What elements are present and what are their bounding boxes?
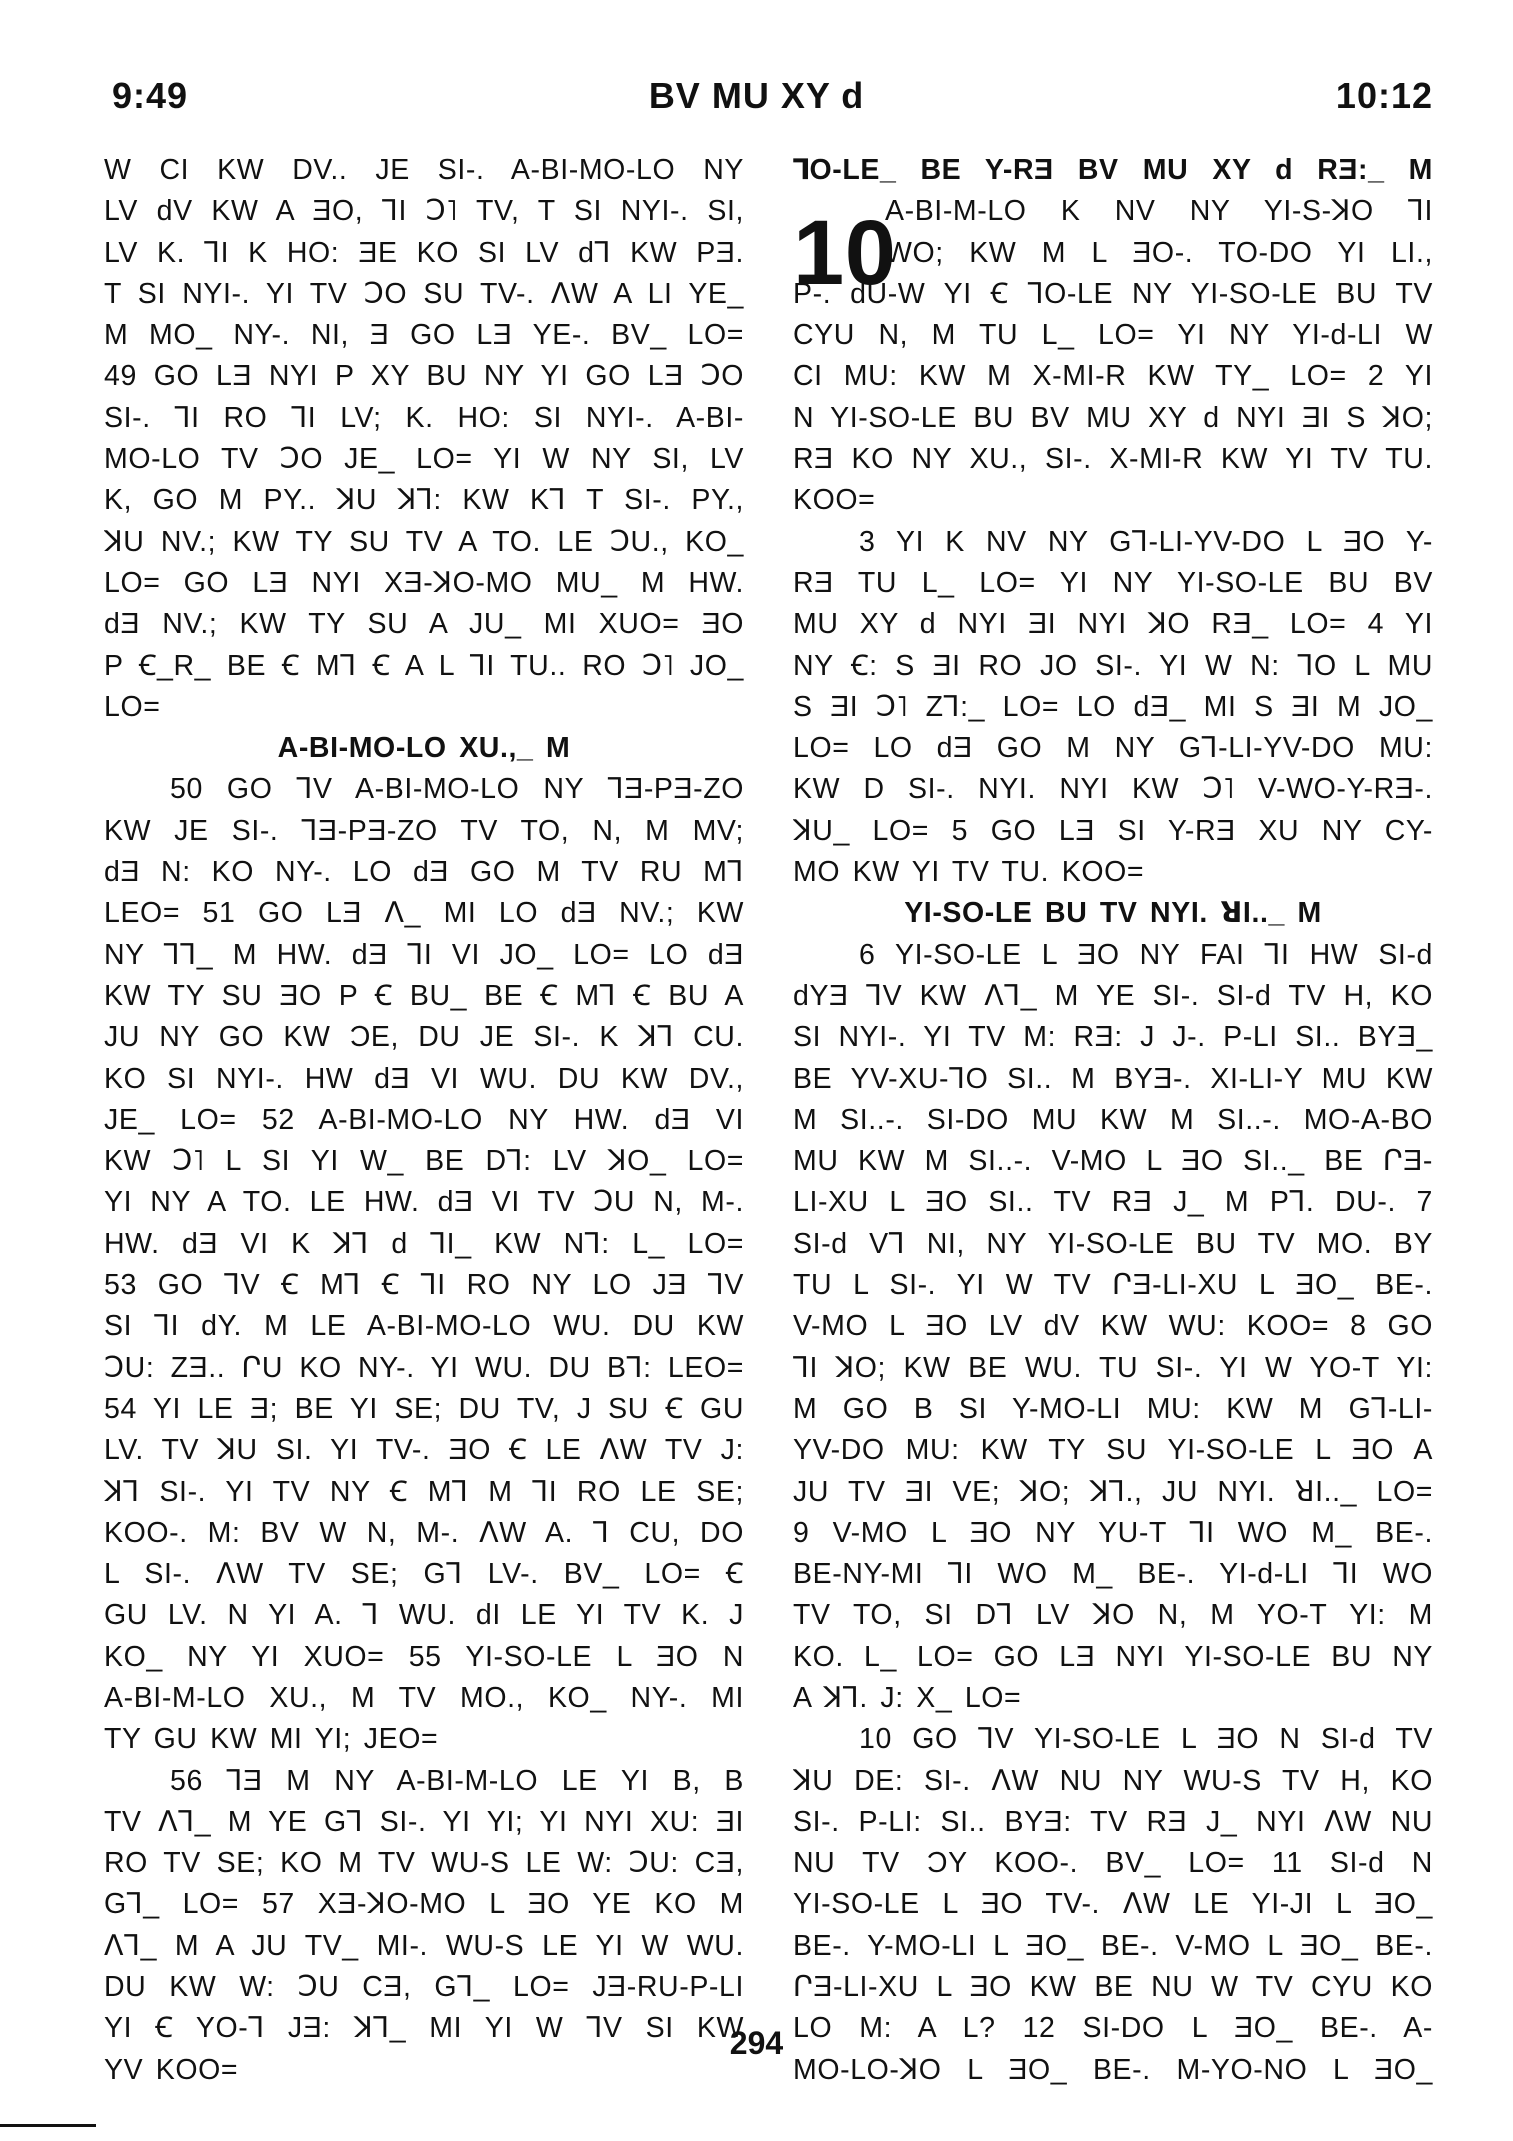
text-line: RO TV SE; KO M TV WU-S LE W: ↃU: CƎ, (104, 1847, 744, 1880)
text-line: 56 ⅂Ǝ M NY A-BI-M-LO LE YI B, B (170, 1764, 744, 1797)
right-column (793, 150, 1433, 2091)
text-line: SI ⅂I dY. M LE A-BI-MO-LO WU. DU KW (104, 1310, 744, 1343)
page-number: 294 (729, 2025, 784, 2061)
text-line: KW D SI-. NYI. NYI KW Ↄ˥ V-WO-Y-RƎ-. (793, 773, 1433, 806)
header-right-verse-ref: 10:12 (1335, 75, 1433, 116)
text-line: NU TV ƆY KOO-. BV_ LO= 11 SI-d N (793, 1847, 1433, 1880)
text-line: BE-NY-MI ⅂I WO M_ BE-. YI-d-LI ⅂I WO (793, 1558, 1433, 1591)
text-line: CYU N, M TU L_ LO= YI NY YI-d-LI W (793, 319, 1433, 352)
text-line: TV TO, SI D⅂ LV ꓘO N, M YO-T YI: M (793, 1599, 1433, 1632)
text-line: M MO_ NY-. NI, Ǝ GO LƎ YE-. BV_ LO= (104, 319, 744, 352)
text-line: GU LV. N YI A. ⅂ WU. dI LE YI TV K. J (104, 1599, 744, 1632)
text-line: ꓥ⅂_ M A JU TV_ MI-. WU-S LE YI W WU. (104, 1929, 744, 1962)
text-line: A-BI-M-LO XU., M TV MO., KO_ NY-. MI (104, 1681, 744, 1714)
text-line: LO= LO dƎ GO M NY G⅂-LI-YV-DO MU: (793, 732, 1433, 765)
text-line: 6 YI-SO-LE L ƎO NY FAI ⅂I HW SI-d (859, 938, 1433, 971)
text-line: SI-. P-LI: SI.. BYƎ: TV RƎ J_ NYI ꓥW NU (793, 1805, 1433, 1838)
text-line: CI MU: KW M X-MI-R KW TY_ LO= 2 YI (793, 360, 1433, 393)
text-line: SI-d V⅂ NI, NY YI-SO-LE BU TV MO. BY (793, 1227, 1433, 1260)
text-line: SI-. ⅂I RO ⅂I LV; K. HO: SI NYI-. A-BI- (104, 401, 744, 434)
section-heading: A-BI-MO-LO XU.,_ M (277, 732, 571, 765)
text-line: TV ꓥ⅂_ M YE G⅂ SI-. YI YI; YI NYI XU: ƎI (104, 1805, 744, 1838)
text-line: 10 GO ⅂V YI-SO-LE L ƎO N SI-d TV (859, 1723, 1433, 1756)
text-line: A ꓘ⅂. J: X_ LO= (793, 1681, 1022, 1714)
text-line: LO M: A L? 12 SI-DO L ƎO_ BE-. A- (793, 2012, 1433, 2045)
text-line: NY ⅂⅂_ M HW. dƎ ⅂I VI JO_ LO= LO dƎ (104, 938, 744, 971)
text-line: KOO-. M: BV W N, M-. ꓥW A. ⅂ CU, DO (104, 1516, 744, 1549)
text-line: LV K. ⅂I K HO: ƎE KO SI LV d⅂ KW PƎ. (104, 236, 744, 269)
text-line: YI-SO-LE L ƎO TV-. ꓥW LE YI-JI L ƎO_ (793, 1888, 1433, 1921)
text-line: TY GU KW MI YI; JEO= (104, 1723, 439, 1756)
text-line: LI-XU L ƎO SI.. TV RƎ J_ M P⅂. DU-. 7 (793, 1186, 1433, 1219)
text-line: MO-LO TV ↃO JE_ LO= YI W NY SI, LV (104, 443, 744, 476)
text-line: SI NYI-. YI TV M: RƎ: J J-. P-LI SI.. BYƎ_ (793, 1021, 1433, 1054)
text-line: ↃU: ZƎ.. ՐU KO NY-. YI WU. DU B⅂: LEO= (104, 1351, 744, 1384)
text-line: P Ꞓ_R_ BE Ꞓ M⅂ Ꞓ A L ⅂I TU.. RO Ↄ˥ JO_ (104, 649, 744, 682)
text-line: KO. L_ LO= GO LƎ NYI YI-SO-LE BU NY (793, 1640, 1433, 1673)
text-line: 50 GO ⅂V A-BI-MO-LO NY ⅂Ǝ-PƎ-ZO (170, 773, 744, 806)
text-line: G⅂_ LO= 57 XƎ-ꓘO-MO L ƎO YE KO M (104, 1888, 744, 1921)
text-line: T SI NYI-. YI TV ↃO SU TV-. ꓥW A LI YE_ (104, 277, 744, 310)
text-line: TU L SI-. YI W TV ՐƎ-LI-XU L ƎO_ BE-. (793, 1269, 1433, 1302)
text-line: WO; KW M L ƎO-. TO-DO YI LI., (885, 236, 1433, 269)
text-line: RƎ TU L_ LO= YI NY YI-SO-LE BU BV (793, 566, 1433, 599)
text-line: DU KW W: ↃU CƎ, G⅂_ LO= JƎ-RU-P-LI (104, 1971, 744, 2004)
text-line: KW Ↄ˥ L SI YI W_ BE D⅂: LV ꓘO_ LO= (104, 1145, 744, 1178)
text-line: P-. dU-W YI Ꞓ ⅂O-LE NY YI-SO-LE BU TV (793, 277, 1433, 310)
text-line: ⅂I ꓘO; KW BE WU. TU SI-. YI W YO-T YI: (793, 1351, 1433, 1384)
text-line: ꓘU DE: SI-. ꓥW NU NY WU-S TV H, KO (793, 1764, 1433, 1797)
text-line: MO KW YI TV TU. KOO= (793, 856, 1145, 889)
text-line: W CI KW DV.. JE SI-. A-BI-MO-LO NY (104, 154, 744, 186)
text-line: dƎ N: KO NY-. LO dƎ GO M TV RU M⅂ (104, 856, 744, 889)
text-line: M GO B SI Y-MO-LI MU: KW M G⅂-LI- (793, 1392, 1433, 1425)
text-line: LV. TV ꓘU SI. YI TV-. ƎO Ꞓ LE ꓥW TV J: (104, 1434, 744, 1467)
text-line: dYƎ ⅂V KW ꓥ⅂_ M YE SI-. SI-d TV H, KO (793, 979, 1433, 1012)
text-line: LO= GO LƎ NYI XƎ-ꓘO-MO MU_ M HW. (104, 566, 744, 599)
footer-rule (0, 2124, 96, 2127)
text-line: 49 GO LƎ NYI P XY BU NY YI GO LƎ ↃO (104, 360, 744, 393)
text-line: KOO= (793, 484, 876, 517)
text-line: MO-LO-ꓘO L ƎO_ BE-. M-YO-NO L ƎO_ (793, 2053, 1433, 2086)
text-line: YV-DO MU: KW TY SU YI-SO-LE L ƎO A (793, 1434, 1433, 1467)
text-line: KW TY SU ƎO P Ꞓ BU_ BE Ꞓ M⅂ Ꞓ BU A (104, 979, 744, 1012)
left-column (104, 150, 744, 2091)
text-line: BE YV-XU-⅂O SI.. M BYƎ-. XI-LI-Y MU KW (793, 1062, 1433, 1095)
text-line: L SI-. ꓥW TV SE; G⅂ LV-. BV_ LO= Ꞓ (104, 1558, 744, 1591)
text-line: 53 GO ⅂V Ꞓ M⅂ Ꞓ ⅂I RO NY LO JƎ ⅂V (104, 1269, 744, 1302)
text-line: dƎ NV.; KW TY SU A JU_ MI XUO= ƎO (104, 608, 744, 641)
text-line: RƎ KO NY XU., SI-. X-MI-R KW YI TV TU. (793, 443, 1433, 476)
text-line: KO_ NY YI XUO= 55 YI-SO-LE L ƎO N (104, 1640, 744, 1673)
text-line: JU TV ƎI VE; ꓘO; ꓘ⅂., JU NYI. ꓤI.._ LO= (793, 1475, 1433, 1508)
text-line: NY Ꞓ: S ƎI RO JO SI-. YI W N: ⅂O L MU (793, 649, 1433, 682)
text-line: MU XY d NYI ƎI NYI ꓘO RƎ_ LO= 4 YI (793, 608, 1433, 641)
text-line: HW. dƎ VI K ꓘ⅂ d ⅂I_ KW N⅂: L_ LO= (104, 1227, 744, 1260)
text-line: JE_ LO= 52 A-BI-MO-LO NY HW. dƎ VI (104, 1103, 744, 1136)
chapter-number-dropcap: 10 (793, 202, 897, 305)
text-line: BE-. Y-MO-LI L ƎO_ BE-. V-MO L ƎO_ BE-. (793, 1929, 1433, 1962)
text-line: MU KW M SI..-. V-MO L ƎO SI.._ BE ՐƎ- (793, 1145, 1433, 1178)
text-line: LO= (104, 690, 161, 723)
text-line: JU NY GO KW ƆE, DU JE SI-. K ꓘ⅂ CU. (104, 1021, 744, 1054)
text-line: N YI-SO-LE BU BV MU XY d NYI ƎI S ꓘO; (793, 401, 1433, 434)
text-line: YI Ꞓ YO-⅂ JƎ: ꓘ⅂_ MI YI W ⅂V SI KW (104, 2012, 744, 2045)
text-line: ՐƎ-LI-XU L ƎO KW BE NU W TV CYU KO (793, 1971, 1433, 2004)
text-line: A-BI-M-LO K NV NY YI-S-ꓘO ⅂I (885, 195, 1433, 228)
text-line: ꓘ⅂ SI-. YI TV NY Ꞓ M⅂ M ⅂I RO LE SE; (104, 1475, 744, 1508)
text-line: ꓘU_ LO= 5 GO LƎ SI Y-RƎ XU NY CY- (793, 814, 1433, 847)
text-line: KW JE SI-. ⅂Ǝ-PƎ-ZO TV TO, N, M MV; (104, 814, 744, 847)
text-line: V-MO L ƎO LV dV KW WU: KOO= 8 GO (793, 1310, 1433, 1343)
text-line: S ƎI Ↄ˥ Z⅂:_ LO= LO dƎ_ MI S ƎI M JO_ (793, 690, 1433, 723)
text-line: KO SI NYI-. HW dƎ VI WU. DU KW DV., (104, 1062, 744, 1095)
text-line: 9 V-MO L ƎO NY YU-T ⅂I WO M_ BE-. (793, 1516, 1433, 1549)
text-line: LEO= 51 GO LƎ ꓥ_ MI LO dƎ NV.; KW (104, 897, 744, 930)
text-line: M SI..-. SI-DO MU KW M SI..-. MO-A-BO (793, 1103, 1433, 1136)
text-line: 3 YI K NV NY G⅂-LI-YV-DO L ƎO Y- (859, 525, 1433, 558)
section-heading: YI-SO-LE BU TV NYI. ꓤI.._ M (904, 897, 1322, 930)
text-line: YV KOO= (104, 2053, 239, 2086)
text-line: K, GO M PY.. ꓘU ꓘ⅂: KW K⅂ T SI-. PY., (104, 484, 744, 517)
text-line: 54 YI LE Ǝ; BE YI SE; DU TV, J SU Ꞓ GU (104, 1392, 744, 1425)
text-line: LV dV KW A ƎO, ⅂I Ↄ˥ TV, T SI NYI-. SI, (104, 195, 744, 228)
chapter-heading: ⅂O-LE_ BE Y-RƎ BV MU XY d RƎ:_ M (793, 154, 1433, 186)
text-line: YI NY A TO. LE HW. dƎ VI TV ↃU N, M-. (104, 1186, 744, 1219)
header-book-title: BV MU XY d (648, 75, 865, 116)
header-left-verse-ref: 9:49 (112, 75, 189, 116)
text-line: ꓘU NV.; KW TY SU TV A TO. LE ↃU., KO_ (104, 525, 744, 558)
